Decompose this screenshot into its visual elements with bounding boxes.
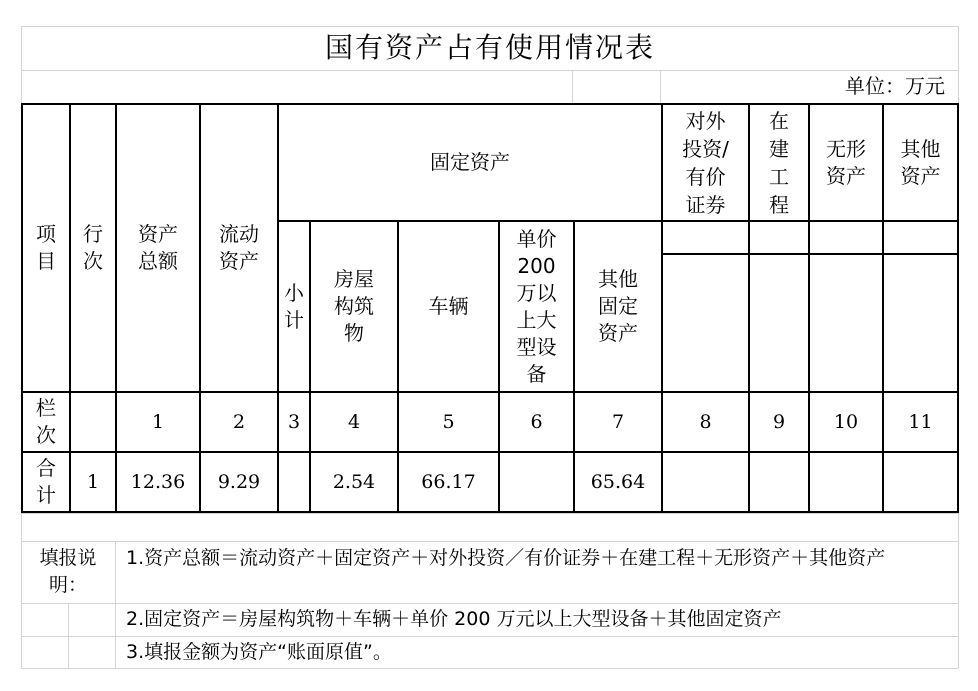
grid-line (21, 668, 958, 669)
current-assets-value: 9.29 (200, 452, 278, 512)
header-vehicles: 车辆 (398, 221, 499, 392)
empty-cell (809, 254, 883, 392)
grid-line (21, 636, 958, 637)
header-large-equipment: 单价200万以上大型设备 (499, 221, 574, 392)
total-row-label: 合计 (22, 452, 70, 512)
note-item: 1.资产总额＝流动资产＋固定资产＋对外投资／有价证券＋在建工程＋无形资产＋其他资产 (126, 547, 886, 569)
grid-line (21, 541, 958, 542)
header-other-assets: 其他资产 (883, 104, 958, 221)
empty-cell (809, 221, 883, 254)
header-construction: 在建工程 (749, 104, 809, 221)
empty-cell (883, 221, 958, 254)
header-other-fixed: 其他固定资产 (574, 221, 662, 392)
column-number: 2 (200, 392, 278, 452)
other-assets-value (883, 452, 958, 512)
header-fixed-assets: 固定资产 (278, 104, 662, 221)
column-number: 7 (574, 392, 662, 452)
unit-label: 单位：万元 (845, 74, 945, 98)
buildings-value: 2.54 (310, 452, 398, 512)
header-item: 项目 (22, 104, 70, 392)
header-intangible: 无形资产 (809, 104, 883, 221)
grid-line (21, 513, 22, 668)
grid-line (660, 70, 661, 103)
column-number: 10 (809, 392, 883, 452)
investments-value (662, 452, 749, 512)
empty-cell (749, 221, 809, 254)
grid-line (572, 70, 573, 103)
note-item: 3.填报金额为资产“账面原值”。 (126, 641, 392, 663)
column-number: 3 (278, 392, 310, 452)
column-number: 1 (116, 392, 200, 452)
grid-line (21, 603, 958, 604)
header-current-assets: 流动资产 (200, 104, 278, 392)
total-assets-value: 12.36 (116, 452, 200, 512)
total-row-no: 1 (70, 452, 116, 512)
grid-line (115, 541, 116, 668)
header-row-no: 行次 (70, 104, 116, 392)
grid-line (958, 513, 959, 668)
subtotal-value (278, 452, 310, 512)
column-number: 4 (310, 392, 398, 452)
empty-cell (70, 392, 116, 452)
column-number-row (22, 392, 958, 452)
assets-table (21, 103, 959, 513)
header-subtotal: 小计 (278, 221, 310, 392)
empty-cell (883, 254, 958, 392)
column-row-label: 栏次 (22, 392, 70, 452)
intangible-value (809, 452, 883, 512)
grid-line (21, 70, 958, 71)
header-total-assets: 资产总额 (116, 104, 200, 392)
total-row (22, 452, 958, 512)
notes-label: 填报说明： (39, 547, 97, 596)
column-number: 9 (749, 392, 809, 452)
grid-line (958, 26, 959, 103)
empty-cell (662, 254, 749, 392)
empty-cell (662, 221, 749, 254)
empty-cell (749, 254, 809, 392)
column-number: 6 (499, 392, 574, 452)
vehicles-value: 66.17 (398, 452, 499, 512)
construction-value (749, 452, 809, 512)
large-equipment-value (499, 452, 574, 512)
column-number: 11 (883, 392, 958, 452)
column-number: 5 (398, 392, 499, 452)
header-buildings: 房屋构筑物 (310, 221, 398, 392)
page-title: 国有资产占有使用情况表 (324, 31, 655, 64)
other-fixed-value: 65.64 (574, 452, 662, 512)
note-item: 2.固定资产＝房屋构筑物＋车辆＋单价 200 万元以上大型设备＋其他固定资产 (126, 608, 782, 630)
column-number: 8 (662, 392, 749, 452)
header-investments: 对外投资/有价证券 (662, 104, 749, 221)
grid-line (21, 513, 958, 514)
